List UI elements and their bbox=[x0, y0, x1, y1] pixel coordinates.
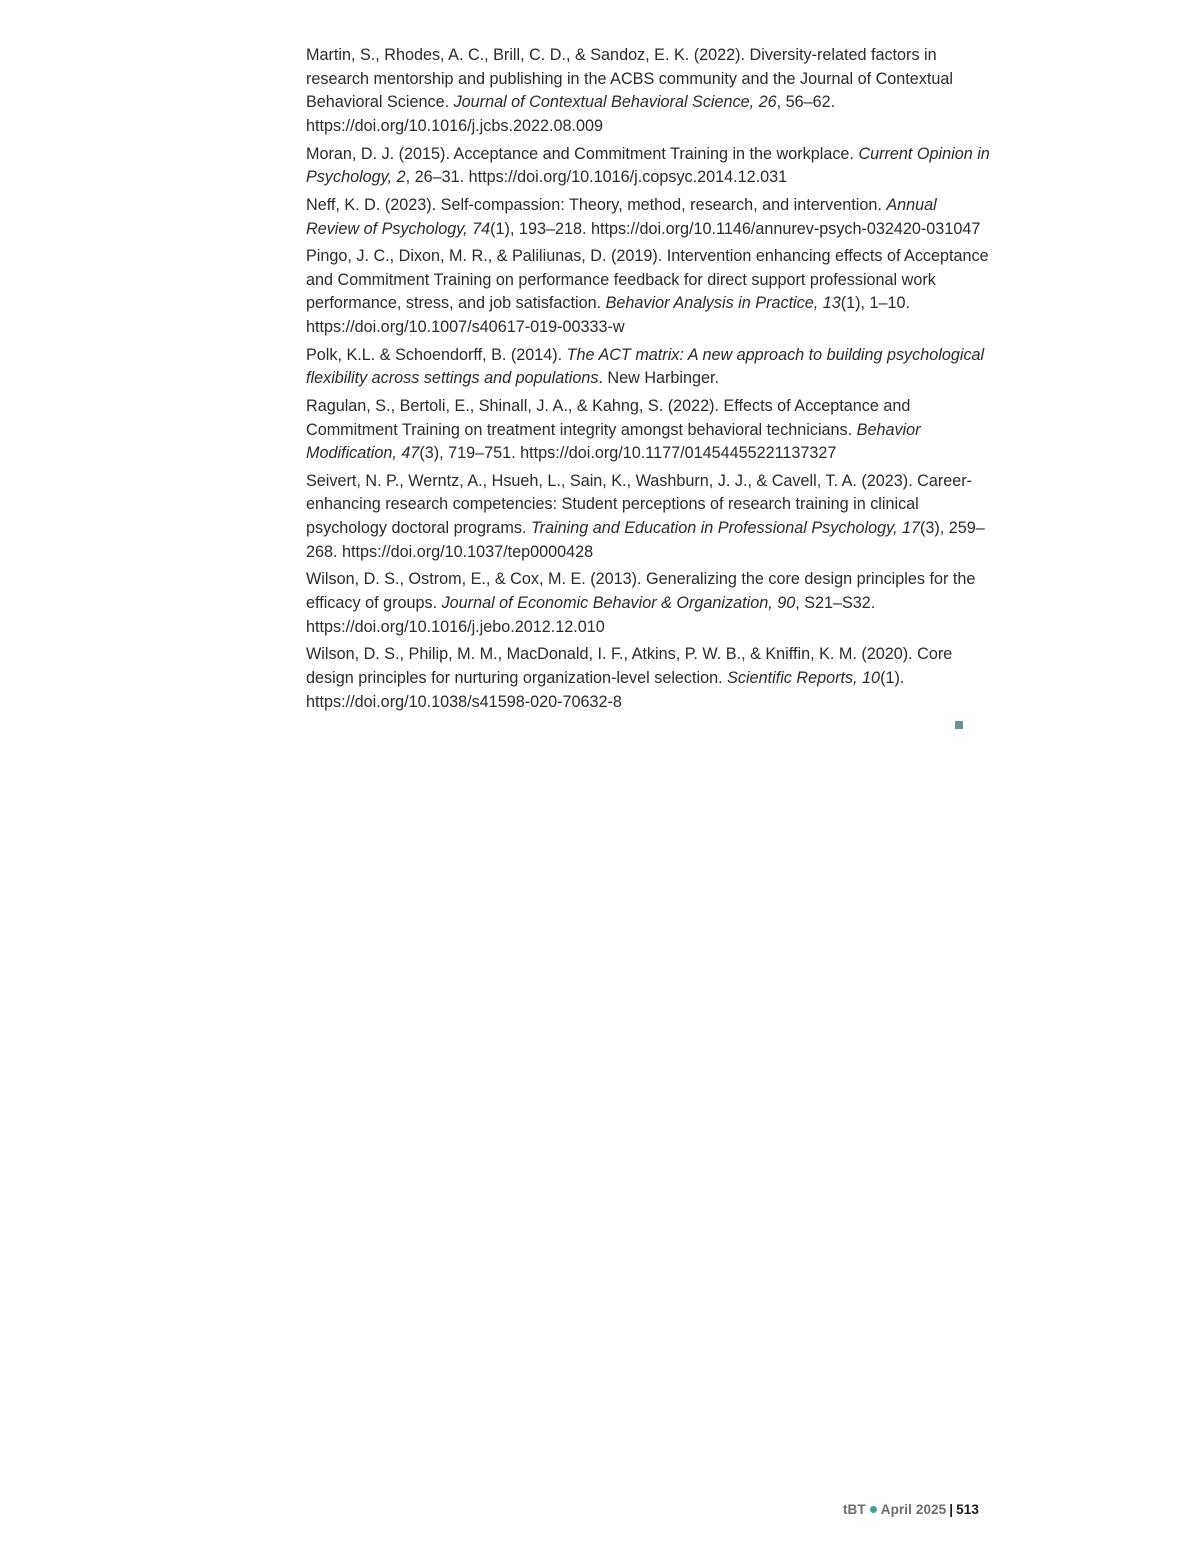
reference-text: , 56–62. https://doi.org/10.1016/j.jcbs.2022.08.009 bbox=[306, 93, 836, 136]
page-footer bbox=[843, 1502, 979, 1517]
bullet-dot-icon bbox=[870, 1506, 877, 1513]
reference-text: Ragulan, S., Bertoli, E., Shinall, J. A., & Kahng, S. (2022). Effects of Acceptance and Commitment Training on treatment integrity amongst behavioral technicians. bbox=[306, 396, 911, 439]
page-number: 513 bbox=[956, 1502, 979, 1517]
reference-entry bbox=[306, 470, 990, 565]
reference-entry bbox=[306, 643, 990, 714]
reference-text: Neff, K. D. (2023). Self-compassion: Theory, method, research, and intervention. bbox=[306, 195, 887, 214]
footer-separator: | bbox=[949, 1502, 954, 1517]
reference-text: Wilson, D. S., Philip, M. M., MacDonald, I. F., Atkins, P. W. B., & Kniffin, K. M. (2020). Core design principles for nurturing organization-level selection. bbox=[306, 645, 953, 687]
reference-journal: Annual Review of Psychology, 74 bbox=[306, 195, 937, 238]
reference-text: Wilson, D. S., Ostrom, E., & Cox, M. E. (2013). Generalizing the core design principles for the efficacy of groups. bbox=[306, 570, 976, 613]
reference-journal: Journal of Economic Behavior & Organization, 90 bbox=[441, 594, 796, 613]
reference-text: Martin, S., Rhodes, A. C., Brill, C. D., & Sandoz, E. K. (2022). Diversity-related factors in research mentorship and publishing in the ACBS community and the Journal of Contextual Behavioral Science. bbox=[306, 46, 953, 112]
reference-text: (1), 193–218. https://doi.org/10.1146/annurev-psych-032420-031047 bbox=[490, 219, 981, 238]
reference-entry bbox=[306, 395, 990, 466]
reference-text: , 26–31. https://doi.org/10.1016/j.copsyc.2014.12.031 bbox=[405, 168, 788, 187]
reference-text: (1), 1–10. https://doi.org/10.1007/s40617-019-00333-w bbox=[306, 294, 911, 337]
reference-text: Moran, D. J. (2015). Acceptance and Commitment Training in the workplace. bbox=[306, 144, 859, 163]
reference-text: Pingo, J. C., Dixon, M. R., & Paliliunas, D. (2019). Intervention enhancing effects of Acceptance and Commitment Training on performance feedback for direct support professional work performance, stress, and job satisfaction. bbox=[306, 247, 989, 313]
reference-book-title: The ACT matrix: A new approach to building psychological flexibility across settings and populations bbox=[306, 345, 985, 388]
reference-text: , S21–S32. https://doi.org/10.1016/j.jebo.2012.12.010 bbox=[306, 594, 876, 636]
end-of-article-square-icon bbox=[955, 721, 963, 729]
reference-text: (3), 719–751. https://doi.org/10.1177/01454455221137327 bbox=[419, 444, 837, 463]
reference-journal: Current Opinion in Psychology, 2 bbox=[306, 144, 990, 187]
reference-list bbox=[306, 44, 990, 718]
reference-entry bbox=[306, 568, 990, 639]
reference-text: Seivert, N. P., Werntz, A., Hsueh, L., Sain, K., Washburn, J. J., & Cavell, T. A. (2023). Career-enhancing research competencies: Student perceptions of research training in clinical psychology doctoral programs. bbox=[306, 471, 973, 538]
footer-issue-date: April 2025 bbox=[880, 1502, 947, 1517]
reference-entry bbox=[306, 143, 990, 190]
reference-journal: Behavior Analysis in Practice, 13 bbox=[605, 294, 841, 313]
reference-journal: Scientific Reports, 10 bbox=[727, 668, 881, 687]
footer-journal-name: tBT bbox=[842, 1502, 866, 1517]
reference-text: (3), 259–268. https://doi.org/10.1037/tep0000428 bbox=[306, 519, 985, 561]
reference-journal: Behavior Modification, 47 bbox=[306, 420, 921, 463]
reference-text: (1). https://doi.org/10.1038/s41598-020-70632-8 bbox=[306, 668, 905, 711]
reference-entry bbox=[306, 344, 990, 391]
reference-entry bbox=[306, 245, 990, 340]
reference-journal: Training and Education in Professional Psychology, 17 bbox=[530, 519, 920, 538]
reference-text: . New Harbinger. bbox=[598, 369, 719, 388]
reference-entry bbox=[306, 44, 990, 139]
reference-entry bbox=[306, 194, 990, 241]
reference-text: Polk, K.L. & Schoendorff, B. (2014). bbox=[306, 345, 567, 364]
reference-journal: Journal of Contextual Behavioral Science, 26 bbox=[453, 93, 777, 112]
